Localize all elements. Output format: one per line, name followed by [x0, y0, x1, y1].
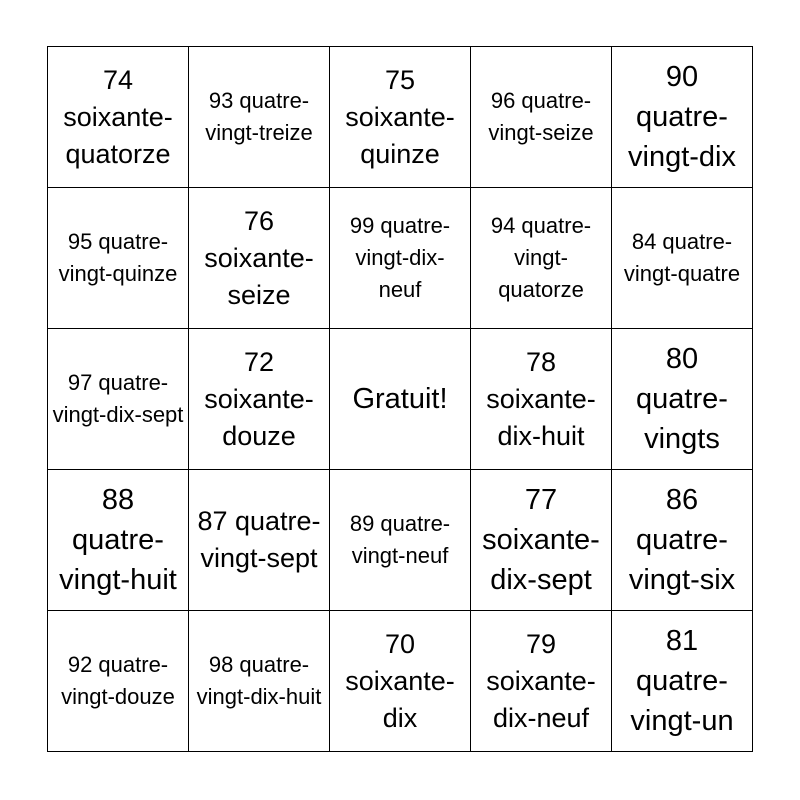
bingo-cell[interactable]	[189, 47, 330, 188]
cell-text: 76 soixante-seize	[204, 205, 314, 310]
bingo-cell[interactable]	[612, 47, 753, 188]
cell-text: 96 quatre-vingt-seize	[488, 88, 594, 145]
bingo-cell[interactable]	[612, 329, 753, 470]
cell-text: 77 soixante-dix-sept	[482, 484, 600, 596]
cell-text: 84 quatre-vingt-quatre	[623, 229, 741, 286]
bingo-board	[47, 46, 753, 752]
bingo-cell[interactable]	[471, 611, 612, 752]
bingo-cell[interactable]	[471, 470, 612, 611]
cell-text: 70 soixante-dix	[345, 628, 455, 733]
free-space-label: Gratuit!	[352, 383, 448, 415]
cell-text: 92 quatre-vingt-douze	[61, 652, 175, 709]
free-space-cell[interactable]	[330, 329, 471, 470]
bingo-cell[interactable]	[330, 47, 471, 188]
bingo-cell[interactable]	[48, 611, 189, 752]
cell-text: 75 soixante-quinze	[345, 64, 455, 169]
bingo-cell[interactable]	[612, 188, 753, 329]
cell-text: 93 quatre-vingt-treize	[205, 88, 313, 145]
cell-text: 97 quatre-vingt-dix-sept	[52, 370, 184, 427]
cell-text: 90 quatre-vingt-dix	[628, 61, 736, 173]
bingo-cell[interactable]	[612, 611, 753, 752]
bingo-cell[interactable]	[612, 470, 753, 611]
bingo-cell[interactable]	[189, 188, 330, 329]
cell-text: 88 quatre-vingt-huit	[59, 484, 177, 596]
cell-text: 94 quatre-vingt-quatorze	[490, 213, 592, 302]
bingo-cell[interactable]	[471, 329, 612, 470]
bingo-cell[interactable]	[48, 188, 189, 329]
cell-text: 74 soixante-quatorze	[63, 64, 173, 169]
bingo-cell[interactable]	[48, 47, 189, 188]
cell-text: 79 soixante-dix-neuf	[486, 628, 596, 733]
bingo-cell[interactable]	[330, 470, 471, 611]
bingo-cell[interactable]	[189, 329, 330, 470]
bingo-cell[interactable]	[330, 611, 471, 752]
cell-text: 86 quatre-vingt-six	[628, 484, 736, 596]
cell-text: 81 quatre-vingt-un	[630, 625, 734, 737]
cell-text: 80 quatre-vingts	[636, 343, 728, 455]
bingo-cell[interactable]	[48, 470, 189, 611]
cell-text: 99 quatre-vingt-dix-neuf	[349, 213, 451, 302]
bingo-cell[interactable]	[48, 329, 189, 470]
cell-text: 98 quatre-vingt-dix-huit	[196, 652, 322, 709]
bingo-cell[interactable]	[330, 188, 471, 329]
cell-text: 72 soixante-douze	[204, 346, 314, 451]
bingo-cell[interactable]	[471, 47, 612, 188]
cell-text: 78 soixante-dix-huit	[486, 346, 596, 451]
bingo-cell[interactable]	[471, 188, 612, 329]
bingo-cell[interactable]	[189, 611, 330, 752]
bingo-cell[interactable]	[189, 470, 330, 611]
cell-text: 87 quatre-vingt-sept	[197, 506, 321, 573]
cell-text: 95 quatre-vingt-quinze	[58, 229, 178, 286]
cell-text: 89 quatre-vingt-neuf	[349, 511, 451, 568]
